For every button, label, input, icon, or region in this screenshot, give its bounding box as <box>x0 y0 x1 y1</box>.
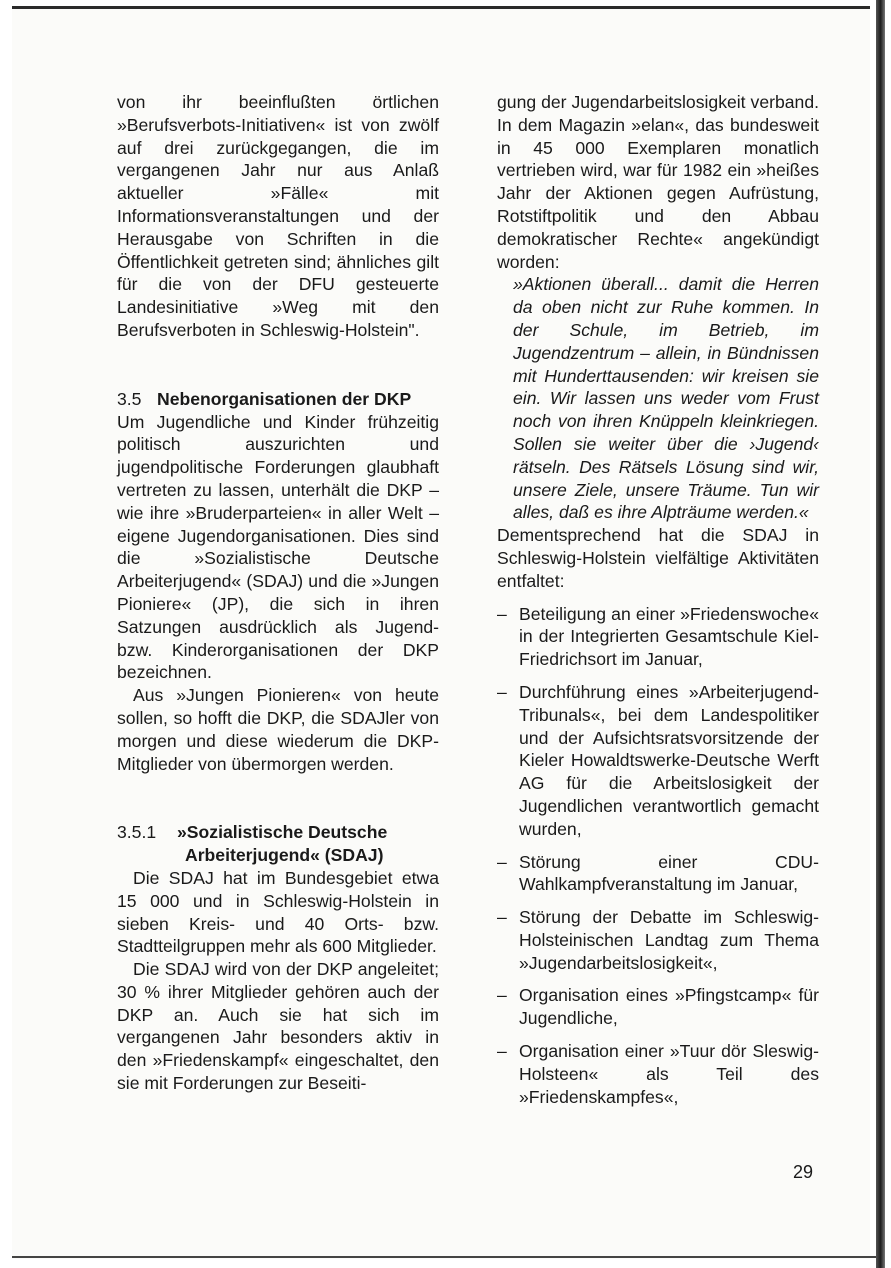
dash-bullet: – <box>497 907 507 928</box>
page-edge <box>12 1256 876 1258</box>
book-page <box>12 6 870 1259</box>
list-item-text: Störung der Debatte im Schleswig-Holsteinischen Landtag zum Thema »Jugendarbeitslosigkeit«, <box>519 907 819 973</box>
list-item-text: Störung einer CDU-Wahlkampfveranstaltung im Januar, <box>519 851 819 895</box>
dash-bullet: – <box>497 681 507 702</box>
continuation-paragraph: gung der Jugendarbeitslosigkeit verband. In dem Magazin »elan«, das bundesweit in 45 000 Exemplaren monatlich vertrieben wird, war für 1982 ein »heißes Jahr der Aktionen gegen Aufrüstung, Rotstiftpolitik und den Abbau demokratischer Rechte« angekündigt worden: <box>497 92 819 272</box>
dash-bullet: – <box>497 1041 507 1062</box>
list-item <box>497 984 819 1030</box>
dash-bullet: – <box>497 985 507 1006</box>
section-paragraph: Aus »Jungen Pionieren« von heute sollen, so hofft die DKP, die SDAJler von morgen und diese wiederum die DKP-Mitglieder von übermorgen werden. <box>117 685 439 774</box>
right-column <box>497 91 819 1118</box>
list-item <box>497 681 819 841</box>
list-item <box>497 906 819 974</box>
list-item <box>497 851 819 897</box>
section-number: 3.5 <box>117 388 142 409</box>
section-paragraph: Um Jugendliche und Kinder frühzeitig politisch auszurichten und jugendpolitische Forderungen glaubhaft vertreten zu lassen, unterhält die DKP – wie ihre »Bruderparteien« in aller Welt – eigene Jugendorganisationen. Dies sind die »Sozialistische Deutsche Arbeiterjugend« (SDAJ) und die »Jungen Pioniere« (JP), die sich in ihren Satzungen ausdrücklich als Jugend- bzw. Kinderorganisationen der DKP bezeichnen. <box>117 411 439 683</box>
subsection-paragraph: Die SDAJ hat im Bundesgebiet etwa 15 000 und in Schleswig-Holstein in sieben Kreis- und 40 Orts- bzw. Stadtteilgruppen mehr als 600 Mitglieder. <box>117 867 439 957</box>
list-item <box>497 1040 819 1108</box>
list-item-text: Beteiligung an einer »Friedenswoche« in der Integrierten Gesamtschule Kiel-Friedrichsort im Januar, <box>519 603 819 670</box>
subsection-title-line-1: »Sozialistische Deutsche <box>177 822 388 843</box>
subsection-title-line-2: Arbeiterjugend« (SDAJ) <box>185 845 384 866</box>
section-heading <box>117 388 439 411</box>
dash-bullet: – <box>497 603 507 624</box>
subsection-paragraph: Die SDAJ wird von der DKP angeleitet; 30 % ihrer Mitglieder gehören auch der DKP an. Auch sie hat sich im vergangenen Jahr besonders aktiv in den »Friedenskampf« eingeschaltet, den sie mit Forderungen zur Beseiti- <box>117 959 439 1094</box>
activities-list <box>497 603 819 1109</box>
page-number: 29 <box>793 1162 814 1182</box>
list-item-text: Organisation eines »Pfingstcamp« für Jugendliche, <box>519 985 819 1029</box>
subsection-heading <box>117 821 439 867</box>
list-item <box>497 603 819 671</box>
subsection-number: 3.5.1 <box>117 822 157 843</box>
section-title: Nebenorganisationen der DKP <box>157 388 412 409</box>
elan-quote: »Aktionen überall... damit die Herren da oben nicht zur Ruhe kommen. In der Schule, im Betrieb, im Jugendzentrum – allein, in Bündnissen mit Hunderttausenden: wir kreisen sie ein. Wir lassen uns weder vom Frust noch von ihren Knüppeln kleinkriegen. Sollen sie weiter über die ›Jugend‹ rätseln. Des Rätsels Lösung sind wir, unsere Ziele, unsere Träume. Tun wir alles, daß es ihre Alpträume werden.« <box>513 274 819 523</box>
intro-paragraph: von ihr beeinflußten örtlichen »Berufsverbots-Initiativen« ist von zwölf auf drei zurückgegangen, die im vergangenen Jahr nur aus Anlaß aktueller »Fälle« mit Informationsveranstaltungen und der Herausgabe von Schriften in die Öffentlichkeit getreten sind; ähnliches gilt für die von der DFU gesteuerte Landesinitiative »Weg mit den Berufsverboten in Schleswig-Holstein". <box>117 92 439 340</box>
activities-lead: Dementsprechend hat die SDAJ in Schleswig-Holstein vielfältige Aktivitäten entfaltet: <box>497 525 819 591</box>
dash-bullet: – <box>497 851 507 872</box>
left-column <box>117 91 439 1095</box>
list-item-text: Durchführung eines »Arbeiterjugend-Tribunals«, bei dem Landespolitiker und der Aufsichtsratsvorsitzende der Kieler Howaldtswerke-Deutsche Werft AG für die Arbeitslosigkeit der Jugendlichen verantwortlich gemacht wurden, <box>519 681 819 839</box>
binding-edge <box>876 0 885 1268</box>
list-item-text: Organisation einer »Tuur dör Sleswig-Holsteen« als Teil des »Friedenskampfes«, <box>519 1041 819 1107</box>
